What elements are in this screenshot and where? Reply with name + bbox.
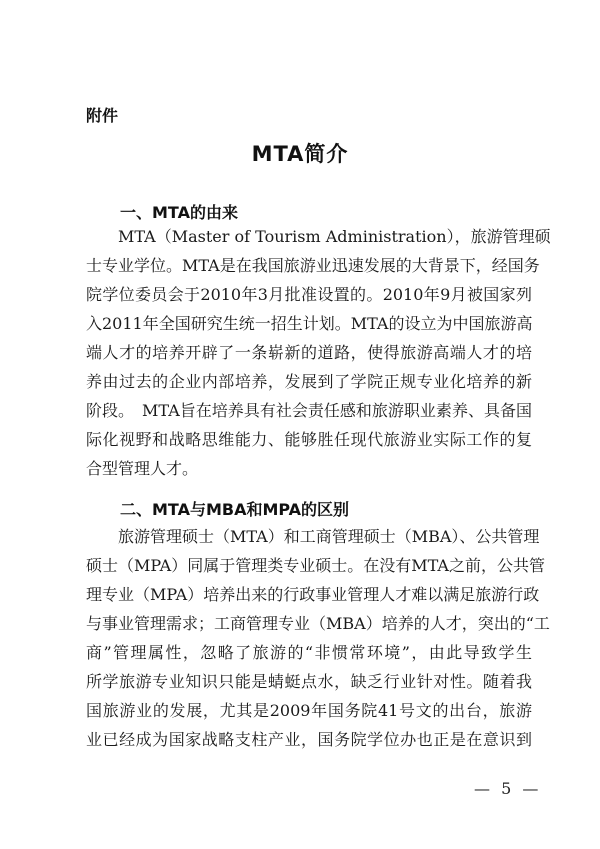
body-line: 阶段。 MTA旨在培养具有社会责任感和旅游职业素养、具备国 — [86, 401, 532, 420]
body-line: MTA（Master of Tourism Administration），旅游管理硕 — [86, 227, 551, 246]
body-line: 国旅游业的发展，尤其是2009年国务院41号文的出台，旅游 — [86, 701, 532, 720]
section-heading-origin: 一、MTA的由来 — [120, 203, 238, 222]
body-line: 硕士（MPA）同属于管理类专业硕士。在没有MTA之前，公共管 — [86, 556, 545, 575]
body-line: 合型管理人才。 — [86, 459, 199, 478]
page-number: — 5 — — [474, 779, 542, 798]
body-line: 养由过去的企业内部培养，发展到了学院正规专业化培养的新 — [86, 372, 532, 391]
body-line: 商”管理属性，忽略了旅游的“非惯常环境”，由此导致学生 — [86, 643, 532, 662]
section-heading-comparison: 二、MTA与MBA和MPA的区别 — [120, 500, 350, 519]
body-line: 所学旅游专业知识只能是蜻蜓点水，缺乏行业针对性。随着我 — [86, 672, 532, 691]
body-line: 入2011年全国研究生统一招生计划。MTA的设立为中国旅游高 — [86, 314, 533, 333]
body-line: 理专业（MPA）培养出来的行政事业管理人才难以满足旅游行政 — [86, 585, 540, 604]
body-line: 际化视野和战略思维能力、能够胜任现代旅游业实际工作的复 — [86, 430, 532, 449]
document-title: MTA简介 — [251, 142, 349, 166]
body-line: 院学位委员会于2010年3月批准设置的。2010年9月被国家列 — [86, 285, 532, 304]
body-line: 与事业管理需求；工商管理专业（MBA）培养的人才，突出的“工 — [86, 614, 550, 633]
body-line: 士专业学位。MTA是在我国旅游业迅速发展的大背景下，经国务 — [86, 256, 540, 275]
attachment-label: 附件 — [86, 106, 119, 125]
body-line: 业已经成为国家战略支柱产业，国务院学位办也正是在意识到 — [86, 730, 532, 749]
section-body-comparison — [86, 522, 550, 754]
body-line: 旅游管理硕士（MTA）和工商管理硕士（MBA）、公共管理 — [86, 527, 540, 546]
body-line: 端人才的培养开辟了一条崭新的道路，使得旅游高端人才的培 — [86, 343, 532, 362]
section-body-origin — [86, 222, 551, 483]
